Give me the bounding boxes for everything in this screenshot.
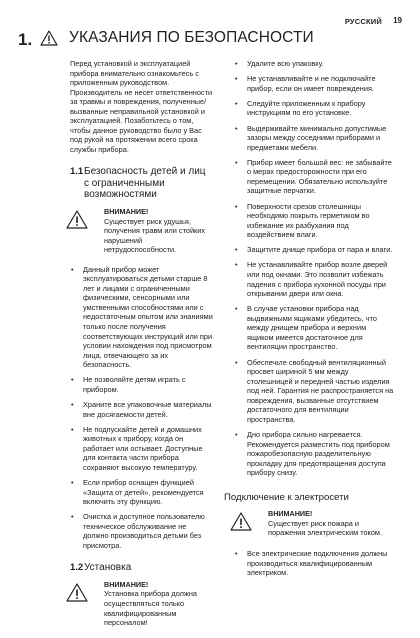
section-number: 1.1 xyxy=(70,166,84,178)
section-title: Безопасность детей и лиц с ограниченными возможностями xyxy=(84,166,206,201)
warning-icon xyxy=(230,512,252,531)
installation-list xyxy=(234,59,394,478)
page-number: 19 xyxy=(393,16,402,25)
left-column xyxy=(70,59,213,638)
list-item: • Очистка и доступное пользователю техническое обслуживание не должно производиться детьми без присмотра. xyxy=(70,512,213,550)
section-heading-child-safety xyxy=(70,166,213,201)
warning-text: Существует риск пожара и поражения электрическим током. xyxy=(268,518,383,538)
list-item: • Обеспечьте свободный вентиляционный просвет шириной 5 мм между столешницей и передней частью изделия под ней. Гарантия не распространяется на повреждения, вызванные отсутствием достаточного для вентиляции пространства. xyxy=(234,358,394,425)
child-safety-list xyxy=(70,265,213,551)
warning-box xyxy=(70,580,213,628)
warning-label: ВНИМАНИЕ! xyxy=(104,206,149,216)
warning-icon xyxy=(40,30,58,46)
intro-paragraph: Перед установкой и эксплуатацией прибора внимательно ознакомьтесь с приложенным руководством. Производитель не несет ответственности за травмы и повреждения, полученные/вызванные неправильной установкой и эксплуатацией. Позаботьтесь о том, чтобы данное руководство было у Вас под рукой на протяжении всего срока службы прибора. xyxy=(70,59,213,154)
list-item: • Дно прибора сильно нагревается. Рекомендуется разместить под прибором пожаробезопасную разделительную прокладку для предотвращения доступа прибору снизу. xyxy=(234,430,394,478)
warning-text: Существует риск удушья, получения травм или стойких нарушений нетрудоспособности. xyxy=(104,216,206,255)
section-title: Установка xyxy=(84,562,132,574)
warning-box xyxy=(70,207,213,255)
list-item: • Все электрические подключения должны производиться квалифицированным электриком. xyxy=(234,549,394,578)
warning-label: ВНИМАНИЕ! xyxy=(104,579,149,589)
language-label: РУССКИЙ xyxy=(344,17,382,26)
list-item: • Защитите днище прибора от пара и влаги. xyxy=(234,245,394,255)
warning-text: Установка прибора должна осуществляться только квалифицированным персоналом! xyxy=(104,589,197,628)
right-column xyxy=(224,59,394,583)
list-item: • Храните все упаковочные материалы вне досягаемости детей. xyxy=(70,400,213,419)
section-heading-electric xyxy=(224,492,394,504)
electric-list xyxy=(234,549,394,578)
list-item: • Данный прибор может эксплуатироваться детьми старше 8 лет и лицами с ограниченными физическими, сенсорными или умственными способностями или с недостаточным опытом или знаниями только после получения соответствующих инструкций или при условии нахождения под присмотром лица, отвечающего за их безопасность. xyxy=(70,265,213,370)
list-item: • Если прибор оснащен функцией «Защита от детей», рекомендуется включить эту функцию. xyxy=(70,478,213,507)
warning-icon xyxy=(66,210,88,229)
warning-icon xyxy=(66,583,88,602)
section-title: Подключение к электросети xyxy=(224,491,349,503)
warning-label: ВНИМАНИЕ! xyxy=(268,509,313,519)
list-item: • Удалите всю упаковку. xyxy=(234,59,394,69)
list-item: • В случае установки прибора над выдвижными ящиками убедитесь, что между днищем прибора и верхним ящиком имеется достаточное для вентиляции пространство. xyxy=(234,304,394,352)
list-item: • Не устанавливайте прибор возле дверей или под окнами. Это позволит избежать падения с прибора кухонной посуды при открывании двери или окна. xyxy=(234,260,394,298)
list-item: • Прибор имеет большой вес: не забывайте о мерах предосторожности при его перемещении. Обязательно используйте защитные перчатки. xyxy=(234,158,394,196)
list-item: • Поверхности срезов столешницы необходимо покрыть герметиком во избежание их разбухания под воздействием влаги. xyxy=(234,202,394,240)
chapter-title: УКАЗАНИЯ ПО БЕЗОПАСНОСТИ xyxy=(69,29,314,46)
warning-box xyxy=(234,509,394,539)
chapter-number: 1. xyxy=(18,30,33,49)
section-heading-installation xyxy=(70,562,213,574)
list-item: • Следуйте приложенным к прибору инструкциям по его установке. xyxy=(234,99,394,118)
section-number: 1.2 xyxy=(70,562,84,574)
list-item: • Не позволяйте детям играть с прибором. xyxy=(70,375,213,394)
list-item: • Не устанавливайте и не подключайте прибор, если он имеет повреждения. xyxy=(234,74,394,93)
list-item: • Не подпускайте детей и домашних животных к прибору, когда он работает или остывает. Доступные для контакта части прибора сохраняют высокую температуру. xyxy=(70,425,213,473)
list-item: • Выдерживайте минимально допустимые зазоры между соседними приборами и предметами мебели. xyxy=(234,124,394,153)
